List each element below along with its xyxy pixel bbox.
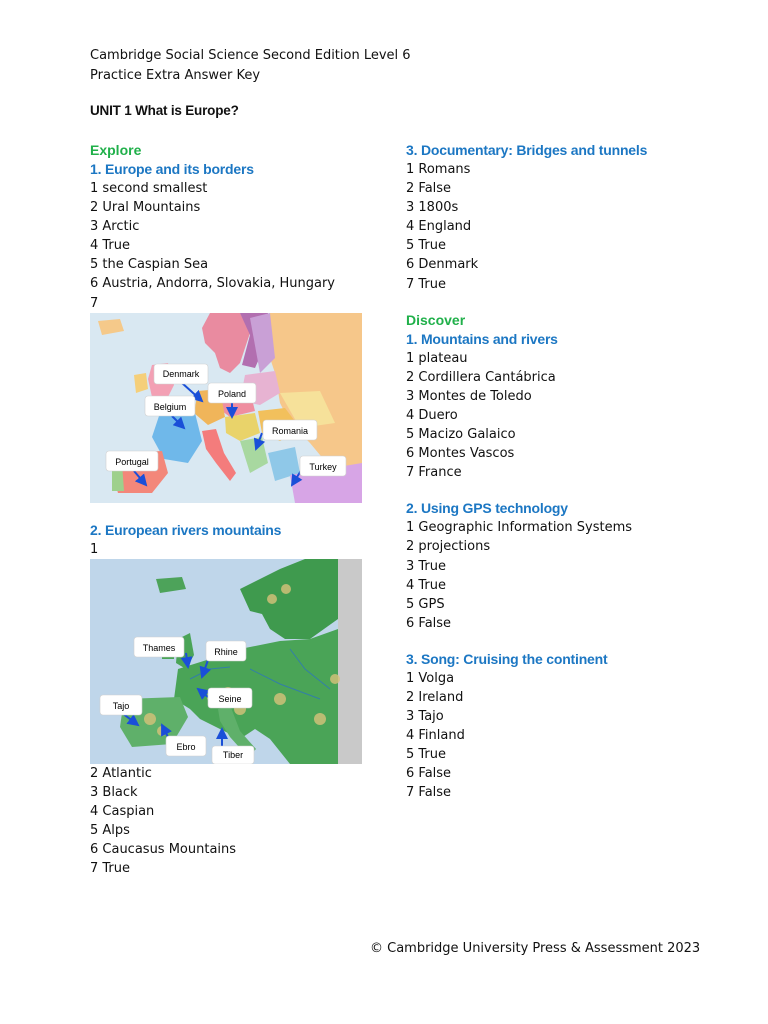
answer-item: 3 Montes de Toledo xyxy=(406,388,532,404)
subtitle-gps: 2. Using GPS technology xyxy=(406,500,568,517)
answer-item: 2 projections xyxy=(406,539,491,555)
svg-text:Portugal: Portugal xyxy=(115,456,149,467)
subtitle-rivers-mountains: 2. European rivers mountains xyxy=(90,521,282,538)
answer-item: 1 Volga xyxy=(406,670,455,686)
answer-item: 1 xyxy=(90,541,99,557)
answer-item: 5 the Caspian Sea xyxy=(90,257,209,273)
subtitle-documentary: 3. Documentary: Bridges and tunnels xyxy=(406,142,648,158)
answer-item: 2 Ireland xyxy=(406,689,464,705)
answer-item: 3 1800s xyxy=(406,200,459,216)
answer-item: 6 False xyxy=(406,615,452,631)
section-explore: Explore xyxy=(90,142,142,158)
answer-item: 5 Macizo Galaico xyxy=(406,427,516,443)
answer-item: 7 xyxy=(90,295,99,311)
answer-item: 1 second smallest xyxy=(90,181,208,196)
answer-item: 6 False xyxy=(406,766,452,782)
answer-item: 2 Ural Mountains xyxy=(90,200,201,216)
svg-text:Turkey: Turkey xyxy=(309,461,337,472)
answers-europe-borders xyxy=(90,179,390,313)
svg-text:Romania: Romania xyxy=(271,425,309,436)
political-europe-map xyxy=(90,313,362,503)
answer-item: 4 Caspian xyxy=(90,803,155,819)
header-line-1: Cambridge Social Science Second Edition Level 6 xyxy=(90,48,411,63)
svg-text:Tiber: Tiber xyxy=(222,749,244,760)
left-column xyxy=(90,141,390,878)
answer-item: 2 Atlantic xyxy=(90,765,152,781)
svg-text:Thames: Thames xyxy=(142,642,176,653)
subtitle-europe-borders: 1. Europe and its borders xyxy=(90,161,254,177)
answer-item: 2 False xyxy=(406,181,452,197)
answer-item: 7 True xyxy=(90,861,131,877)
section-discover: Discover xyxy=(406,311,466,328)
answer-item: 5 True xyxy=(406,238,447,254)
answers-song xyxy=(406,669,706,803)
answer-item: 7 False xyxy=(406,785,452,801)
answer-item: 7 True xyxy=(406,276,447,292)
answers-rivers-pre xyxy=(90,540,390,559)
answer-item: 1 plateau xyxy=(406,350,468,366)
answers-gps xyxy=(406,518,706,633)
svg-text:Denmark: Denmark xyxy=(162,368,200,379)
document-header xyxy=(90,46,411,85)
svg-text:Ebro: Ebro xyxy=(176,741,196,752)
answer-item: 6 Montes Vascos xyxy=(406,446,515,462)
answer-item: 6 Caucasus Mountains xyxy=(90,842,237,858)
svg-text:Poland: Poland xyxy=(217,388,247,399)
answers-documentary xyxy=(406,160,706,294)
answer-item: 4 Finland xyxy=(406,728,465,744)
answer-item: 5 GPS xyxy=(406,596,445,612)
svg-text:Rhine: Rhine xyxy=(214,646,238,657)
answer-item: 4 England xyxy=(406,219,472,235)
answer-item: 3 Tajo xyxy=(406,709,444,725)
subtitle-mountains-rivers: 1. Mountains and rivers xyxy=(406,330,558,347)
subtitle-song: 3. Song: Cruising the continent xyxy=(406,650,608,667)
copyright-footer: © Cambridge University Press & Assessment 2023 xyxy=(370,941,701,956)
answers-mountains-rivers xyxy=(406,349,706,483)
answer-item: 5 True xyxy=(406,747,447,763)
answer-item: 1 Romans xyxy=(406,162,471,177)
right-column xyxy=(406,141,706,803)
physical-europe-map xyxy=(90,559,362,764)
svg-text:Seine: Seine xyxy=(218,693,242,704)
answer-item: 1 Geographic Information Systems xyxy=(406,520,633,536)
answer-item: 6 Austria, Andorra, Slovakia, Hungary xyxy=(90,276,335,292)
answers-rivers-mountains xyxy=(90,764,390,879)
answer-item: 3 True xyxy=(406,558,447,574)
answer-item: 4 True xyxy=(90,238,131,254)
answer-item: 6 Denmark xyxy=(406,257,479,273)
svg-text:Tajo: Tajo xyxy=(112,700,130,711)
answer-item: 7 France xyxy=(406,465,462,481)
answer-item: 4 Duero xyxy=(406,407,458,423)
answer-item: 5 Alps xyxy=(90,823,130,839)
answer-item: 3 Black xyxy=(90,784,138,800)
answer-item: 3 Arctic xyxy=(90,219,140,235)
answer-item: 4 True xyxy=(406,577,447,593)
unit-title: UNIT 1 What is Europe? xyxy=(90,103,239,118)
answer-item: 2 Cordillera Cantábrica xyxy=(406,369,556,385)
header-line-2: Practice Extra Answer Key xyxy=(90,67,261,83)
svg-text:Belgium: Belgium xyxy=(153,401,187,412)
